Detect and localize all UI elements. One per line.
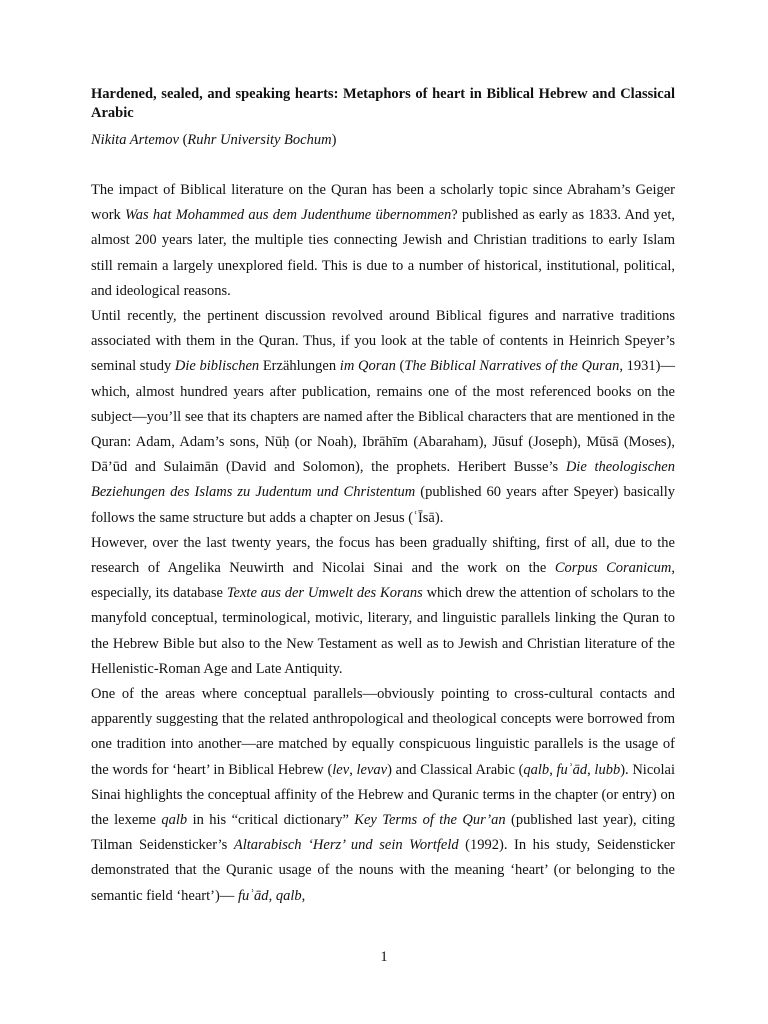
text-run: which drew the attention of scholars to the manyfold conceptual, terminological, motivic, literary, and linguistic parallels linking the Quran to the Hebrew Bible but also to the New Testament as well as to Jewish and Christian literature of the Hellenistic-Roman Age and Late Antiquity.	[91, 585, 675, 677]
body-text	[91, 178, 675, 909]
text-run: Until recently, the pertinent discussion revolved around Biblical figures and narrative traditions associated with them in the Quran. Thus, if you look at the table of contents in Heinrich Speyer’s seminal study	[91, 308, 675, 375]
italic-text: Key Terms of the Qur’an	[354, 812, 506, 829]
body-paragraph	[91, 531, 675, 682]
page-content	[91, 85, 675, 909]
italic-text: Texte aus der Umwelt des Korans	[226, 585, 423, 602]
text-run: ,	[587, 761, 595, 778]
text-run: The impact of Biblical literature on the Quran has been a scholarly topic since Abraham’s Geiger work	[91, 182, 675, 224]
italic-text: lev	[332, 761, 350, 778]
text-run: (published 60 years after Speyer) basically follows the same structure but adds a chapter on Jesus (ʿĪsā).	[91, 484, 675, 526]
text-run: in his “critical dictionary”	[187, 812, 355, 829]
italic-text: Corpus Coranicum	[554, 560, 672, 577]
italic-text: fuʾād	[556, 761, 588, 778]
text-run: ,	[349, 761, 357, 778]
text-run: (published last year), citing Tilman Seidensticker’s	[91, 812, 675, 854]
body-paragraph	[91, 304, 675, 531]
text-run: ? published as early as 1833. And yet, almost 200 years later, the multiple ties connecting Jewish and Christian traditions to early Islam still remain a largely unexplored field. This is due to a number of historical, institutional, political, and ideological reasons.	[91, 207, 675, 299]
italic-text: Die theologischen Beziehungen des Islams zu Judentum und Christentum	[91, 459, 675, 501]
italic-text: lubb	[594, 761, 621, 778]
paper-title: Hardened, sealed, and speaking hearts: Metaphors of heart in Biblical Hebrew and Classical Arabic	[91, 86, 675, 121]
italic-text: qalb	[161, 812, 188, 829]
text-run: ,	[268, 887, 276, 904]
text-run: , especially, its database	[91, 560, 675, 602]
text-run: ) and Classical Arabic (	[387, 761, 524, 778]
body-paragraph	[91, 178, 675, 304]
text-run: ,	[549, 761, 557, 778]
text-run: , 1931)—which, almost hundred years after publication, remains one of the most referenced books on the subject—you’ll see that its chapters are named after the Biblical characters that are mentioned in the Quran: Adam, Adam’s sons, Nūḥ (or Noah), Ibrāhīm (Abaraham), Jūsuf (Joseph), Mūsā (Moses), Dā’ūd and Sulaimān (David and Solomon), the prophets. Heribert Busse’s	[91, 358, 675, 476]
text-run: One of the areas where conceptual parallels—obviously pointing to cross-cultural contacts and apparently suggesting that the related anthropological and theological concepts were borrowed from one tradition into another—are matched by equally conspicuous linguistic parallels is the usage of the words for ‘heart’ in Biblical Hebrew (	[91, 686, 675, 778]
italic-text: Was hat Mohammed aus dem Judenthume übernommen	[125, 207, 452, 224]
body-paragraph	[91, 682, 675, 909]
page-number: 1	[380, 949, 388, 965]
italic-text: levav	[356, 761, 388, 778]
author-affiliation: Ruhr University Bochum	[187, 132, 332, 148]
italic-text: im Qoran	[339, 358, 396, 375]
text-run: (	[395, 358, 405, 375]
italic-text: fuʾād	[237, 887, 269, 904]
text-run: However, over the last twenty years, the focus has been gradually shifting, first of all, due to the research of Angelika Neuwirth and Nicolai Sinai and the work on the	[91, 534, 675, 577]
text-run: ). Nicolai Sinai highlights the conceptual affinity of the Hebrew and Quranic terms in the chapter (or entry) on the lexeme	[91, 761, 676, 829]
italic-text: Die biblischen	[174, 358, 260, 375]
italic-text: qalb	[275, 887, 302, 904]
italic-text: qalb	[523, 761, 550, 778]
text-run: (1992). In his study, Seidensticker demonstrated that the Quranic usage of the nouns with the meaning ‘heart’ (or belonging to the semantic field ‘heart’)—	[91, 837, 675, 904]
text-run: Erzählungen	[259, 358, 340, 375]
text-run: ,	[301, 887, 306, 904]
italic-text: The Biblical Narratives of the Quran	[404, 358, 620, 375]
italic-text: Altarabisch ‘Herz’ und sein Wortfeld	[233, 837, 459, 854]
author-byline: Nikita Artemov (Ruhr University Bochum)	[91, 132, 337, 148]
author-name: Nikita Artemov	[91, 132, 179, 148]
